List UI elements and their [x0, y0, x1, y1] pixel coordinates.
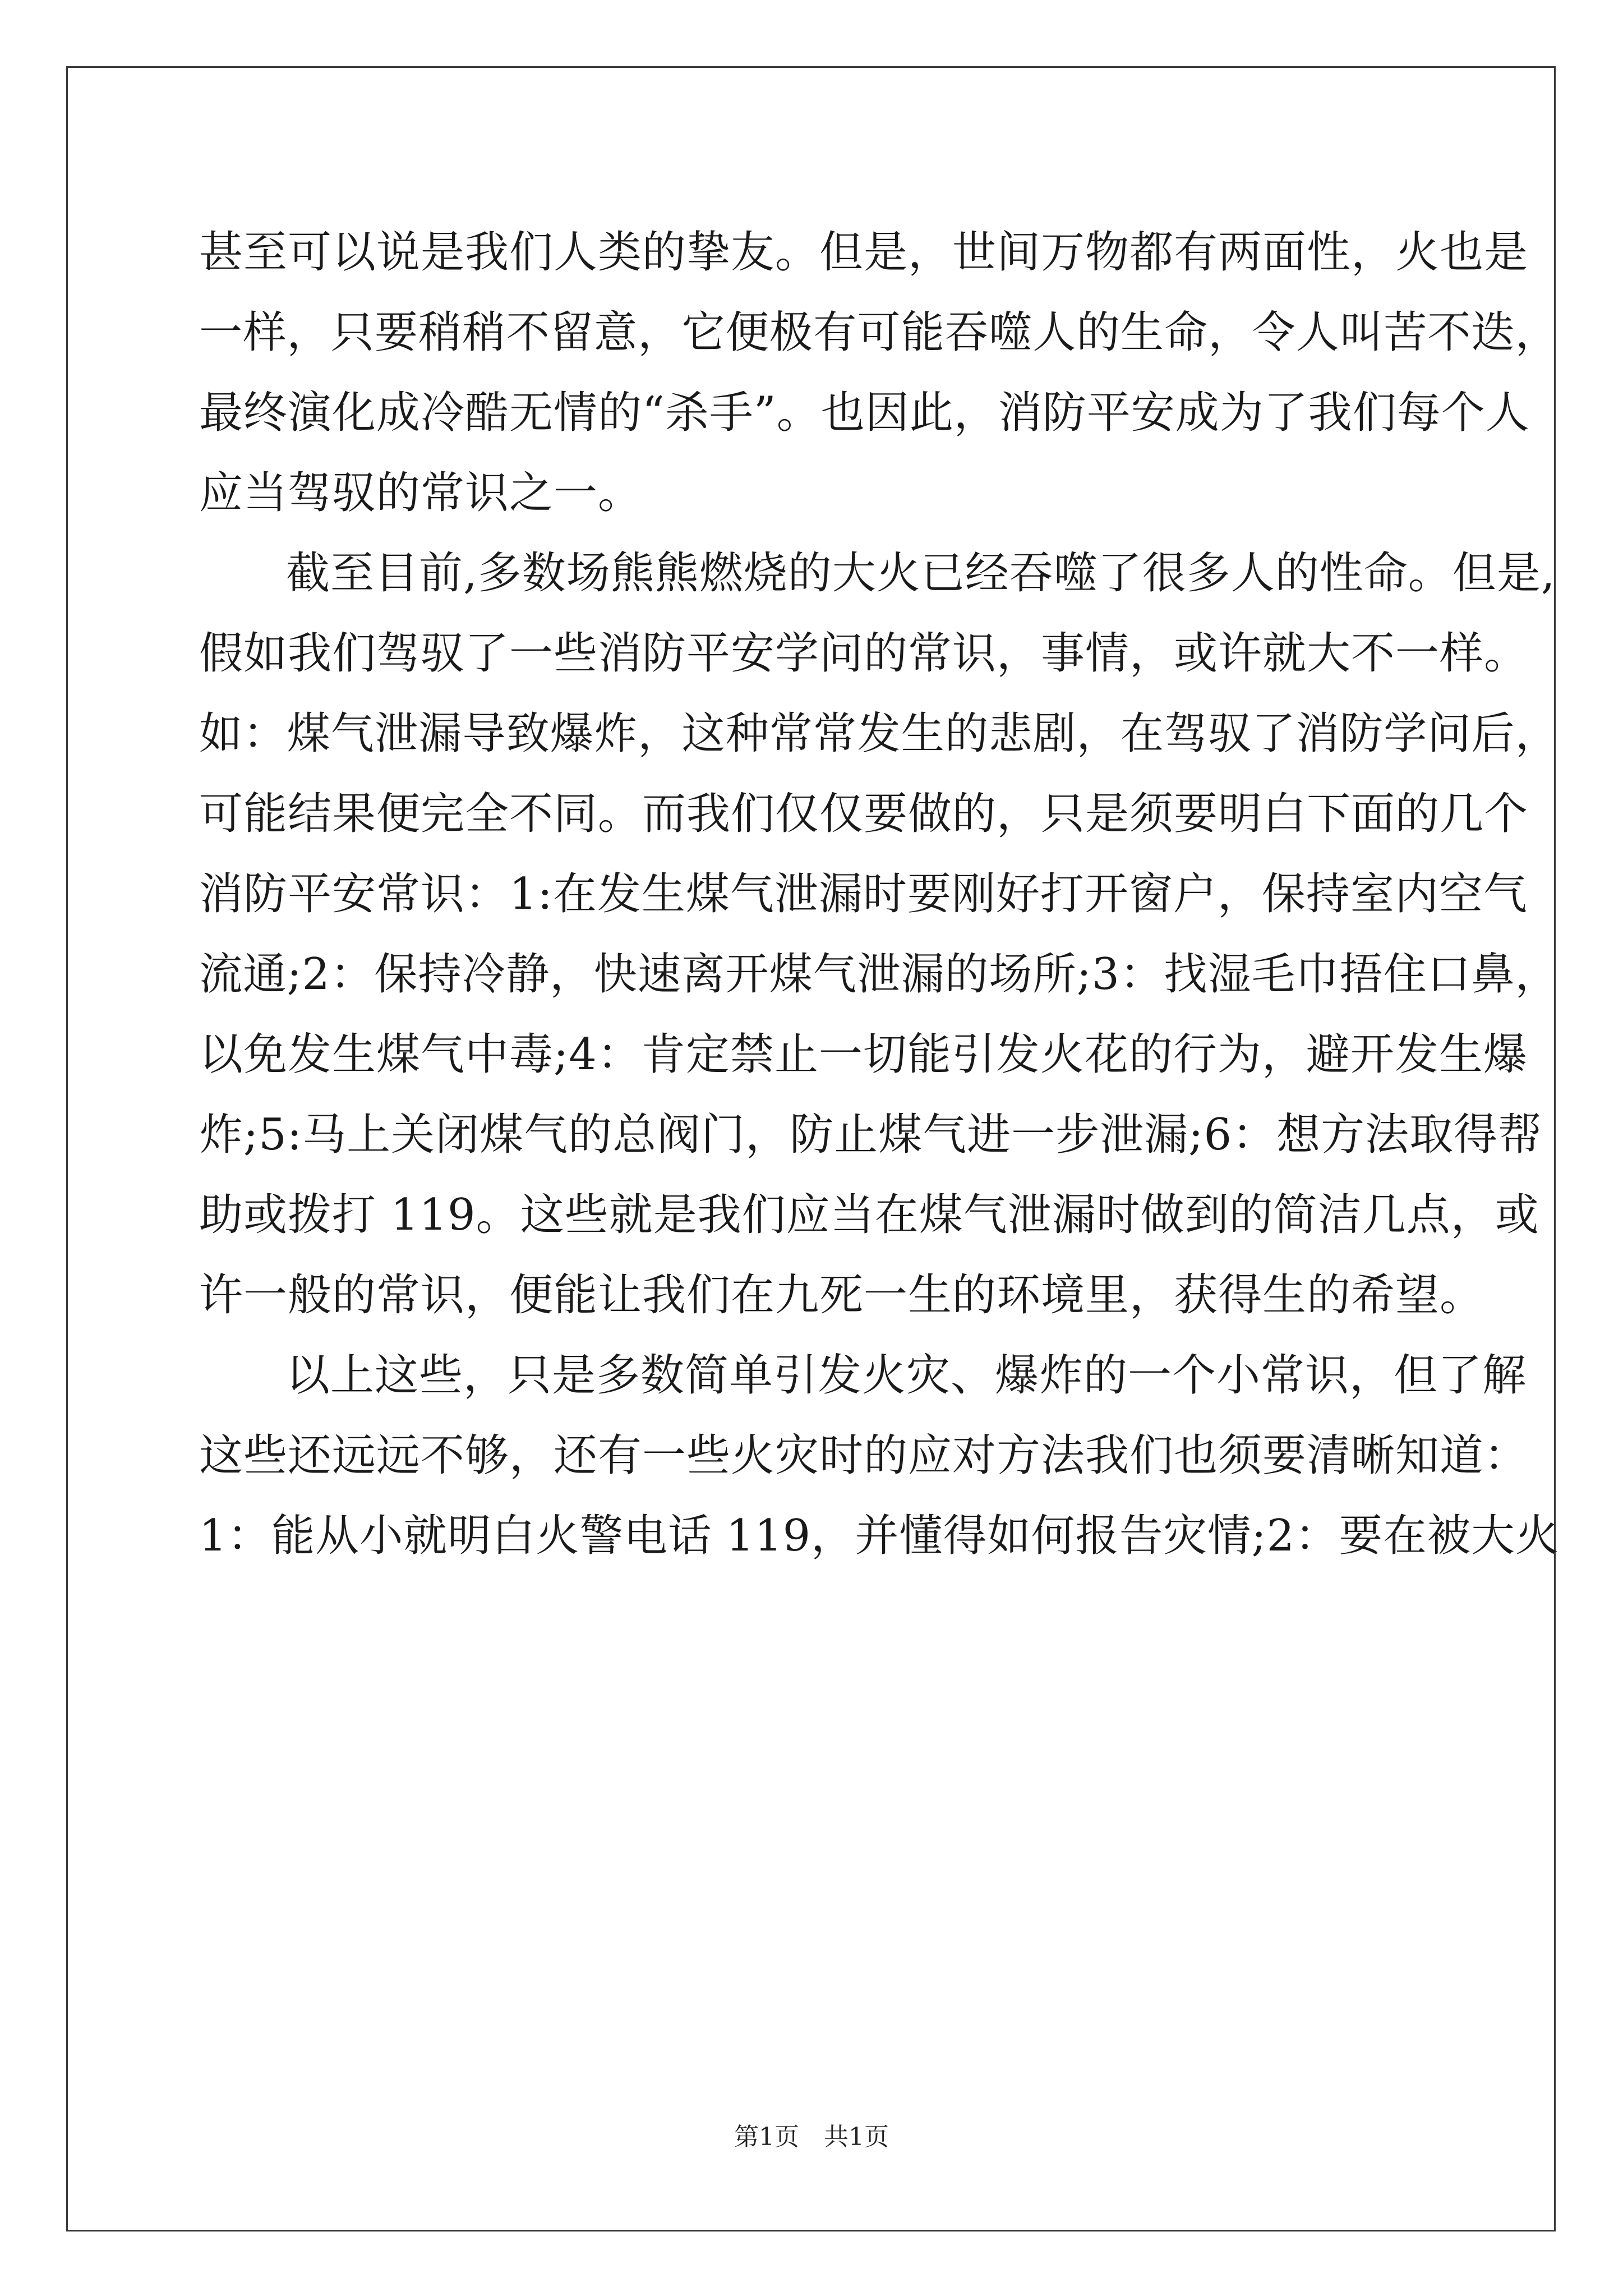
page-total: 共1页	[824, 2123, 889, 2151]
page-footer	[0, 2120, 1623, 2154]
text-line-5: 截至目前,多数场熊熊燃烧的大火已经吞噬了很多人的性命。但是,	[286, 548, 1556, 599]
text-line-8: 可能结果便完全不同。而我们仅仅要做的，只是须要明白下面的几个	[199, 789, 1529, 839]
text-line-17: 1：能从小就明白火警电话 119，并懂得如何报告灾情;2：要在被大火	[199, 1511, 1560, 1561]
text-line-13: 助或拨打 119。这些就是我们应当在煤气泄漏时做到的简洁几点，或	[199, 1190, 1539, 1240]
text-line-6: 假如我们驾驭了一些消防平安学问的常识，事情，或许就大不一样。	[199, 628, 1529, 679]
text-line-14: 许一般的常识，便能让我们在九死一生的环境里，获得生的希望。	[199, 1270, 1484, 1320]
text-line-3: 最终演化成冷酷无情的“杀手”。也因此，消防平安成为了我们每个人	[199, 388, 1530, 438]
text-line-1: 甚至可以说是我们人类的挚友。但是，世间万物都有两面性，火也是	[199, 227, 1529, 278]
text-line-12: 炸;5:马上关闭煤气的总阀门，防止煤气进一步泄漏;6：想方法取得帮	[199, 1110, 1543, 1160]
page-number: 第1页	[734, 2123, 799, 2151]
text-line-9: 消防平安常识：1:在发生煤气泄漏时要刚好打开窗户，保持室内空气	[199, 869, 1528, 919]
text-line-4: 应当驾驭的常识之一。	[199, 468, 643, 518]
text-line-15: 以上这些，只是多数简单引发火灾、爆炸的一个小常识，但了解	[286, 1350, 1527, 1401]
text-line-10: 流通;2：保持冷静，快速离开煤气泄漏的场所;3：找湿毛巾捂住口鼻，	[199, 949, 1559, 1000]
text-line-16: 这些还远远不够，还有一些火灾时的应对方法我们也须要清晰知道：	[199, 1430, 1529, 1481]
text-line-7: 如：煤气泄漏导致爆炸，这种常常发生的悲剧，在驾驭了消防学问后，	[199, 708, 1560, 759]
text-line-11: 以免发生煤气中毒;4：肯定禁止一切能引发火花的行为，避开发生爆	[199, 1029, 1528, 1080]
text-line-2: 一样，只要稍稍不留意，它便极有可能吞噬人的生命，令人叫苦不迭，	[199, 307, 1560, 358]
